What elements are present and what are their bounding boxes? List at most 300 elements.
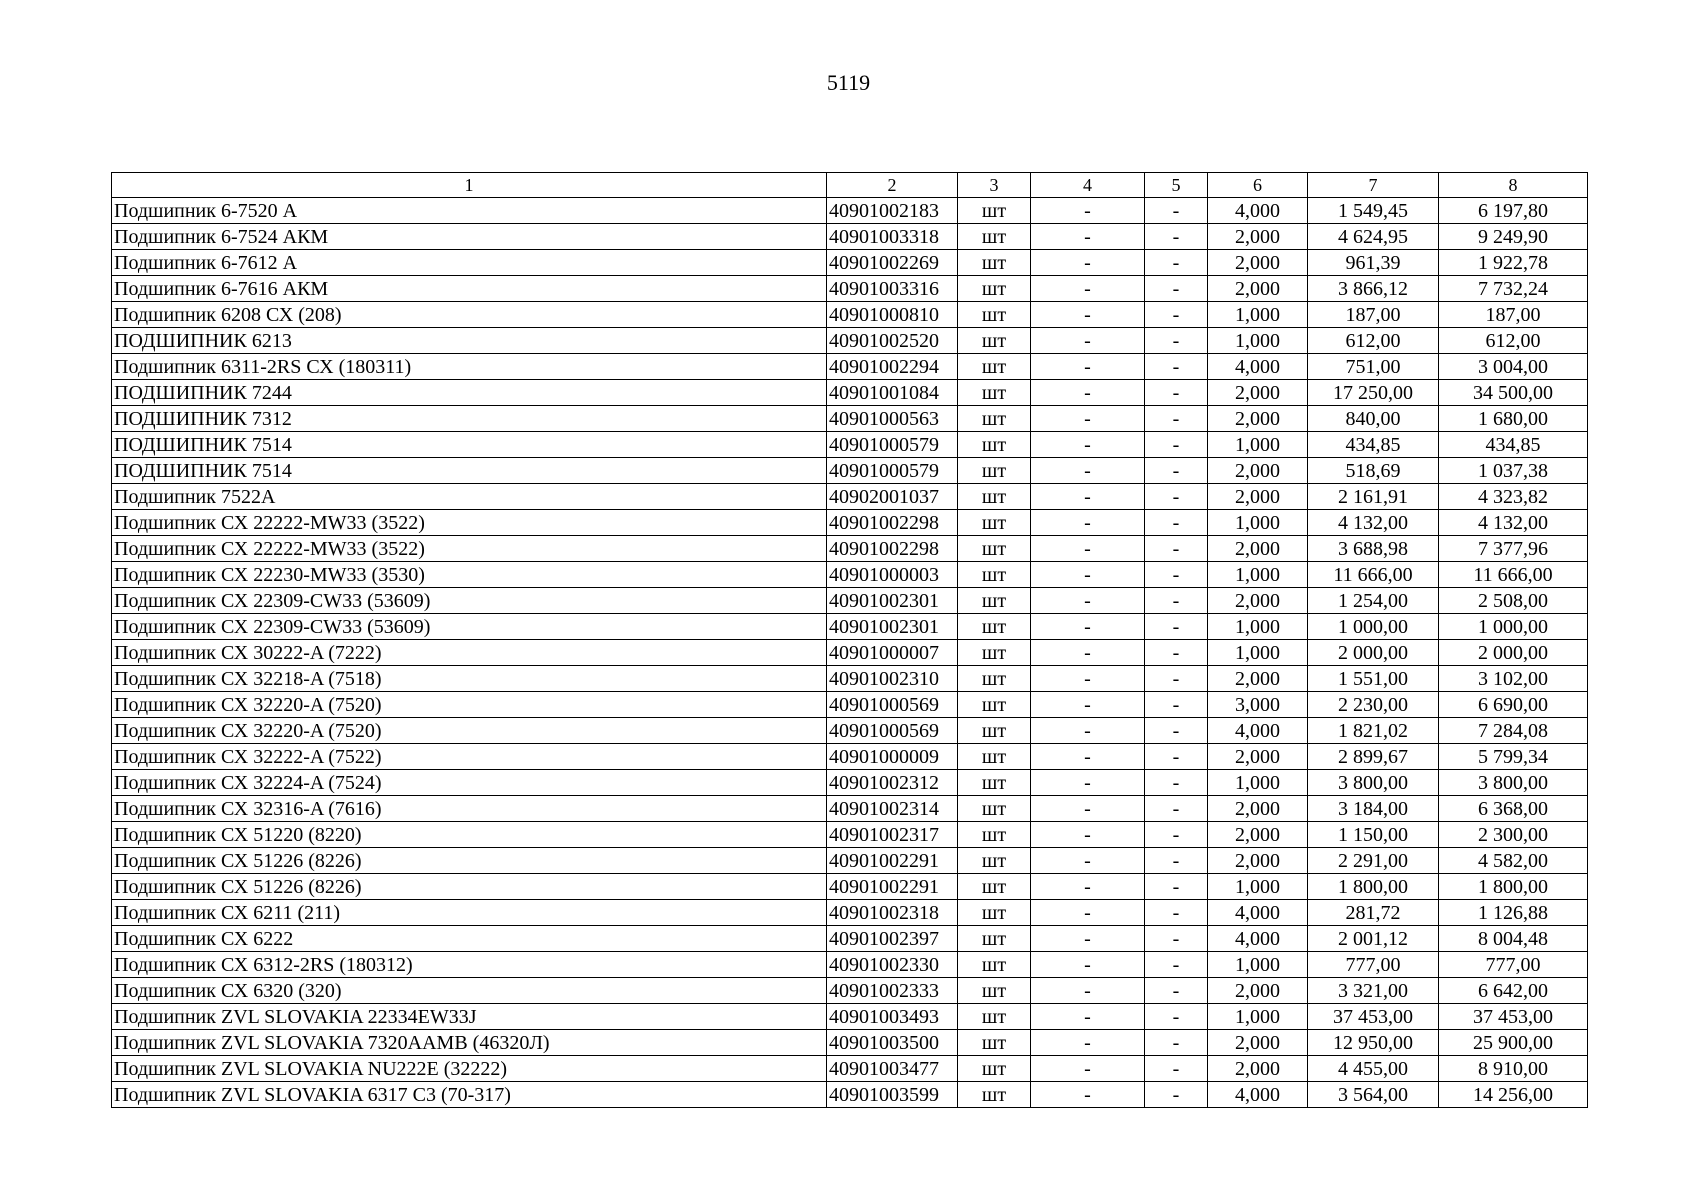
table-row — [112, 1030, 1588, 1056]
item-col4: - — [1031, 1030, 1145, 1056]
item-unit: шт — [958, 250, 1031, 276]
item-code: 40901002301 — [827, 588, 958, 614]
item-col5: - — [1145, 874, 1208, 900]
item-col4: - — [1031, 198, 1145, 224]
table-row — [112, 978, 1588, 1004]
item-unit: шт — [958, 900, 1031, 926]
item-sum: 6 690,00 — [1439, 692, 1588, 718]
item-name: Подшипник ZVL SLOVAKIA 22334EW33J — [112, 1004, 827, 1030]
item-sum: 2 508,00 — [1439, 588, 1588, 614]
item-price: 777,00 — [1308, 952, 1439, 978]
item-unit: шт — [958, 796, 1031, 822]
table-row — [112, 380, 1588, 406]
item-name: Подшипник СХ 51220 (8220) — [112, 822, 827, 848]
item-unit: шт — [958, 562, 1031, 588]
item-col4: - — [1031, 406, 1145, 432]
table-row — [112, 796, 1588, 822]
item-col4: - — [1031, 536, 1145, 562]
item-col4: - — [1031, 900, 1145, 926]
item-quantity: 4,000 — [1208, 354, 1308, 380]
item-code: 40901002310 — [827, 666, 958, 692]
item-col5: - — [1145, 1004, 1208, 1030]
item-unit: шт — [958, 432, 1031, 458]
item-sum: 1 126,88 — [1439, 900, 1588, 926]
item-col5: - — [1145, 848, 1208, 874]
item-sum: 777,00 — [1439, 952, 1588, 978]
item-price: 1 821,02 — [1308, 718, 1439, 744]
item-code: 40901000810 — [827, 302, 958, 328]
item-name: Подшипник 7522А — [112, 484, 827, 510]
item-code: 40901002298 — [827, 536, 958, 562]
item-col5: - — [1145, 770, 1208, 796]
header-col-8: 8 — [1439, 173, 1588, 198]
item-sum: 8 004,48 — [1439, 926, 1588, 952]
item-sum: 1 800,00 — [1439, 874, 1588, 900]
header-col-3: 3 — [958, 173, 1031, 198]
item-code: 40901002301 — [827, 614, 958, 640]
item-unit: шт — [958, 874, 1031, 900]
item-unit: шт — [958, 1056, 1031, 1082]
item-name: Подшипник 6-7520 А — [112, 198, 827, 224]
item-col5: - — [1145, 1030, 1208, 1056]
item-quantity: 4,000 — [1208, 900, 1308, 926]
header-col-5: 5 — [1145, 173, 1208, 198]
item-sum: 1 037,38 — [1439, 458, 1588, 484]
table-row — [112, 328, 1588, 354]
item-unit: шт — [958, 926, 1031, 952]
table-row — [112, 432, 1588, 458]
item-unit: шт — [958, 614, 1031, 640]
item-code: 40901003318 — [827, 224, 958, 250]
item-name: ПОДШИПНИК 7244 — [112, 380, 827, 406]
item-col5: - — [1145, 406, 1208, 432]
item-quantity: 1,000 — [1208, 562, 1308, 588]
item-unit: шт — [958, 484, 1031, 510]
item-name: Подшипник СХ 51226 (8226) — [112, 874, 827, 900]
item-sum: 4 582,00 — [1439, 848, 1588, 874]
item-col5: - — [1145, 328, 1208, 354]
item-quantity: 2,000 — [1208, 484, 1308, 510]
table-row — [112, 770, 1588, 796]
table-row — [112, 900, 1588, 926]
item-code: 40901000007 — [827, 640, 958, 666]
item-code: 40901002318 — [827, 900, 958, 926]
item-col4: - — [1031, 224, 1145, 250]
item-code: 40901002520 — [827, 328, 958, 354]
table-row — [112, 458, 1588, 484]
item-col5: - — [1145, 562, 1208, 588]
item-col4: - — [1031, 874, 1145, 900]
header-col-7: 7 — [1308, 173, 1439, 198]
page-number: 5119 — [826, 70, 871, 95]
item-price: 434,85 — [1308, 432, 1439, 458]
item-code: 40901003500 — [827, 1030, 958, 1056]
item-name: Подшипник 6208 СХ (208) — [112, 302, 827, 328]
item-code: 40901002294 — [827, 354, 958, 380]
item-col5: - — [1145, 614, 1208, 640]
table-row — [112, 952, 1588, 978]
item-unit: шт — [958, 588, 1031, 614]
item-price: 1 549,45 — [1308, 198, 1439, 224]
item-code: 40901000009 — [827, 744, 958, 770]
item-quantity: 2,000 — [1208, 276, 1308, 302]
item-code: 40901002317 — [827, 822, 958, 848]
item-unit: шт — [958, 718, 1031, 744]
item-sum: 4 323,82 — [1439, 484, 1588, 510]
item-name: Подшипник 6311-2RS СХ (180311) — [112, 354, 827, 380]
item-sum: 434,85 — [1439, 432, 1588, 458]
item-quantity: 1,000 — [1208, 770, 1308, 796]
header-col-4: 4 — [1031, 173, 1145, 198]
table-row — [112, 1056, 1588, 1082]
item-name: Подшипник СХ 32222-A (7522) — [112, 744, 827, 770]
item-col5: - — [1145, 458, 1208, 484]
item-sum: 3 004,00 — [1439, 354, 1588, 380]
item-col4: - — [1031, 978, 1145, 1004]
item-sum: 14 256,00 — [1439, 1082, 1588, 1108]
item-price: 612,00 — [1308, 328, 1439, 354]
item-sum: 612,00 — [1439, 328, 1588, 354]
table-row — [112, 744, 1588, 770]
item-quantity: 2,000 — [1208, 406, 1308, 432]
item-unit: шт — [958, 978, 1031, 1004]
item-price: 11 666,00 — [1308, 562, 1439, 588]
item-col4: - — [1031, 666, 1145, 692]
item-price: 1 800,00 — [1308, 874, 1439, 900]
item-name: Подшипник СХ 22309-CW33 (53609) — [112, 588, 827, 614]
item-name: ПОДШИПНИК 7514 — [112, 458, 827, 484]
item-price: 37 453,00 — [1308, 1004, 1439, 1030]
item-sum: 34 500,00 — [1439, 380, 1588, 406]
item-price: 1 000,00 — [1308, 614, 1439, 640]
item-sum: 6 642,00 — [1439, 978, 1588, 1004]
item-quantity: 4,000 — [1208, 1082, 1308, 1108]
item-unit: шт — [958, 302, 1031, 328]
item-price: 3 688,98 — [1308, 536, 1439, 562]
item-col4: - — [1031, 640, 1145, 666]
item-name: ПОДШИПНИК 6213 — [112, 328, 827, 354]
item-col5: - — [1145, 718, 1208, 744]
item-col5: - — [1145, 692, 1208, 718]
item-col5: - — [1145, 796, 1208, 822]
item-code: 40901002298 — [827, 510, 958, 536]
item-quantity: 2,000 — [1208, 978, 1308, 1004]
item-col4: - — [1031, 952, 1145, 978]
item-col5: - — [1145, 224, 1208, 250]
item-col5: - — [1145, 380, 1208, 406]
item-quantity: 1,000 — [1208, 952, 1308, 978]
item-code: 40901003316 — [827, 276, 958, 302]
item-code: 40901000569 — [827, 718, 958, 744]
item-col4: - — [1031, 926, 1145, 952]
item-name: Подшипник СХ 22222-MW33 (3522) — [112, 536, 827, 562]
table-row — [112, 874, 1588, 900]
item-sum: 37 453,00 — [1439, 1004, 1588, 1030]
item-name: Подшипник 6-7616 АКМ — [112, 276, 827, 302]
item-col5: - — [1145, 510, 1208, 536]
item-price: 2 230,00 — [1308, 692, 1439, 718]
item-quantity: 1,000 — [1208, 874, 1308, 900]
item-unit: шт — [958, 1030, 1031, 1056]
item-unit: шт — [958, 744, 1031, 770]
item-quantity: 2,000 — [1208, 744, 1308, 770]
item-quantity: 1,000 — [1208, 328, 1308, 354]
header-row — [112, 173, 1588, 198]
item-code: 40901002269 — [827, 250, 958, 276]
item-unit: шт — [958, 770, 1031, 796]
item-price: 1 150,00 — [1308, 822, 1439, 848]
item-unit: шт — [958, 380, 1031, 406]
item-quantity: 4,000 — [1208, 198, 1308, 224]
item-sum: 7 732,24 — [1439, 276, 1588, 302]
item-sum: 3 102,00 — [1439, 666, 1588, 692]
item-col4: - — [1031, 510, 1145, 536]
item-code: 40901003477 — [827, 1056, 958, 1082]
item-price: 2 291,00 — [1308, 848, 1439, 874]
item-name: Подшипник СХ 6320 (320) — [112, 978, 827, 1004]
item-price: 2 001,12 — [1308, 926, 1439, 952]
item-code: 40901000579 — [827, 458, 958, 484]
item-code: 40901000569 — [827, 692, 958, 718]
item-col4: - — [1031, 744, 1145, 770]
item-code: 40901000579 — [827, 432, 958, 458]
item-unit: шт — [958, 952, 1031, 978]
item-quantity: 2,000 — [1208, 536, 1308, 562]
table-row — [112, 276, 1588, 302]
item-name: Подшипник ZVL SLOVAKIA 6317 C3 (70-317) — [112, 1082, 827, 1108]
item-sum: 4 132,00 — [1439, 510, 1588, 536]
item-quantity: 2,000 — [1208, 250, 1308, 276]
table-row — [112, 354, 1588, 380]
item-sum: 5 799,34 — [1439, 744, 1588, 770]
item-code: 40901002291 — [827, 874, 958, 900]
item-price: 2 899,67 — [1308, 744, 1439, 770]
item-price: 187,00 — [1308, 302, 1439, 328]
item-col4: - — [1031, 458, 1145, 484]
item-unit: шт — [958, 406, 1031, 432]
item-col5: - — [1145, 198, 1208, 224]
table-row — [112, 1004, 1588, 1030]
item-name: Подшипник СХ 32220-A (7520) — [112, 692, 827, 718]
table-row — [112, 198, 1588, 224]
item-col4: - — [1031, 1004, 1145, 1030]
header-col-2: 2 — [827, 173, 958, 198]
item-name: Подшипник СХ 6222 — [112, 926, 827, 952]
item-name: Подшипник СХ 22222-MW33 (3522) — [112, 510, 827, 536]
item-col4: - — [1031, 1082, 1145, 1108]
item-quantity: 1,000 — [1208, 640, 1308, 666]
item-sum: 9 249,90 — [1439, 224, 1588, 250]
item-col4: - — [1031, 1056, 1145, 1082]
item-sum: 3 800,00 — [1439, 770, 1588, 796]
item-code: 40901002314 — [827, 796, 958, 822]
item-unit: шт — [958, 458, 1031, 484]
item-unit: шт — [958, 510, 1031, 536]
item-price: 3 866,12 — [1308, 276, 1439, 302]
item-unit: шт — [958, 692, 1031, 718]
item-col5: - — [1145, 978, 1208, 1004]
item-name: Подшипник ZVL SLOVAKIA 7320AAMB (46320Л) — [112, 1030, 827, 1056]
item-quantity: 3,000 — [1208, 692, 1308, 718]
item-name: Подшипник СХ 22309-CW33 (53609) — [112, 614, 827, 640]
item-name: ПОДШИПНИК 7312 — [112, 406, 827, 432]
item-name: Подшипник СХ 30222-A (7222) — [112, 640, 827, 666]
item-quantity: 1,000 — [1208, 302, 1308, 328]
item-sum: 1 922,78 — [1439, 250, 1588, 276]
item-col5: - — [1145, 536, 1208, 562]
item-price: 4 624,95 — [1308, 224, 1439, 250]
item-name: Подшипник СХ 51226 (8226) — [112, 848, 827, 874]
table-row — [112, 536, 1588, 562]
header-col-1: 1 — [112, 173, 827, 198]
table-row — [112, 718, 1588, 744]
item-sum: 2 300,00 — [1439, 822, 1588, 848]
table-row — [112, 562, 1588, 588]
item-price: 2 000,00 — [1308, 640, 1439, 666]
item-unit: шт — [958, 666, 1031, 692]
item-price: 12 950,00 — [1308, 1030, 1439, 1056]
item-col5: - — [1145, 432, 1208, 458]
item-quantity: 1,000 — [1208, 614, 1308, 640]
item-col4: - — [1031, 250, 1145, 276]
item-code: 40901000563 — [827, 406, 958, 432]
item-name: Подшипник СХ 22230-MW33 (3530) — [112, 562, 827, 588]
item-col5: - — [1145, 666, 1208, 692]
item-quantity: 2,000 — [1208, 588, 1308, 614]
item-col4: - — [1031, 796, 1145, 822]
item-name: Подшипник СХ 6312-2RS (180312) — [112, 952, 827, 978]
item-col5: - — [1145, 1056, 1208, 1082]
item-col5: - — [1145, 744, 1208, 770]
item-sum: 11 666,00 — [1439, 562, 1588, 588]
table-body — [112, 198, 1588, 1108]
item-col5: - — [1145, 926, 1208, 952]
item-unit: шт — [958, 640, 1031, 666]
item-quantity: 1,000 — [1208, 432, 1308, 458]
item-price: 751,00 — [1308, 354, 1439, 380]
table-row — [112, 666, 1588, 692]
items-table — [111, 172, 1588, 1108]
item-price: 1 551,00 — [1308, 666, 1439, 692]
item-name: Подшипник СХ 32316-A (7616) — [112, 796, 827, 822]
item-col4: - — [1031, 380, 1145, 406]
item-code: 40901002333 — [827, 978, 958, 1004]
item-col4: - — [1031, 822, 1145, 848]
item-name: Подшипник СХ 32218-A (7518) — [112, 666, 827, 692]
item-price: 281,72 — [1308, 900, 1439, 926]
item-sum: 8 910,00 — [1439, 1056, 1588, 1082]
item-code: 40901002183 — [827, 198, 958, 224]
item-quantity: 2,000 — [1208, 822, 1308, 848]
item-code: 40901000003 — [827, 562, 958, 588]
item-price: 17 250,00 — [1308, 380, 1439, 406]
item-col4: - — [1031, 692, 1145, 718]
item-unit: шт — [958, 328, 1031, 354]
item-col5: - — [1145, 1082, 1208, 1108]
item-col5: - — [1145, 302, 1208, 328]
item-col4: - — [1031, 614, 1145, 640]
item-price: 840,00 — [1308, 406, 1439, 432]
item-quantity: 2,000 — [1208, 380, 1308, 406]
table-row — [112, 588, 1588, 614]
table-row — [112, 926, 1588, 952]
item-quantity: 4,000 — [1208, 718, 1308, 744]
item-name: Подшипник СХ 6211 (211) — [112, 900, 827, 926]
item-unit: шт — [958, 822, 1031, 848]
item-col5: - — [1145, 900, 1208, 926]
item-col5: - — [1145, 354, 1208, 380]
item-sum: 187,00 — [1439, 302, 1588, 328]
item-col4: - — [1031, 848, 1145, 874]
item-col4: - — [1031, 432, 1145, 458]
item-quantity: 2,000 — [1208, 458, 1308, 484]
item-col4: - — [1031, 770, 1145, 796]
item-sum: 1 680,00 — [1439, 406, 1588, 432]
table-row — [112, 1082, 1588, 1108]
header-col-6: 6 — [1208, 173, 1308, 198]
item-name: Подшипник СХ 32220-A (7520) — [112, 718, 827, 744]
item-quantity: 2,000 — [1208, 796, 1308, 822]
item-col4: - — [1031, 302, 1145, 328]
item-unit: шт — [958, 1082, 1031, 1108]
table-row — [112, 640, 1588, 666]
table-row — [112, 848, 1588, 874]
item-sum: 7 377,96 — [1439, 536, 1588, 562]
item-quantity: 1,000 — [1208, 510, 1308, 536]
item-price: 1 254,00 — [1308, 588, 1439, 614]
item-price: 4 132,00 — [1308, 510, 1439, 536]
item-col4: - — [1031, 354, 1145, 380]
item-unit: шт — [958, 354, 1031, 380]
item-col4: - — [1031, 718, 1145, 744]
table-row — [112, 250, 1588, 276]
item-unit: шт — [958, 276, 1031, 302]
item-col5: - — [1145, 250, 1208, 276]
item-col5: - — [1145, 952, 1208, 978]
item-col5: - — [1145, 276, 1208, 302]
table-row — [112, 484, 1588, 510]
table-row — [112, 692, 1588, 718]
item-price: 3 800,00 — [1308, 770, 1439, 796]
item-price: 518,69 — [1308, 458, 1439, 484]
item-quantity: 1,000 — [1208, 1004, 1308, 1030]
item-code: 40902001037 — [827, 484, 958, 510]
item-code: 40901003493 — [827, 1004, 958, 1030]
item-name: Подшипник СХ 32224-A (7524) — [112, 770, 827, 796]
item-quantity: 2,000 — [1208, 1056, 1308, 1082]
item-name: Подшипник 6-7524 АКМ — [112, 224, 827, 250]
table-row — [112, 510, 1588, 536]
item-name: ПОДШИПНИК 7514 — [112, 432, 827, 458]
item-sum: 1 000,00 — [1439, 614, 1588, 640]
item-price: 4 455,00 — [1308, 1056, 1439, 1082]
item-unit: шт — [958, 1004, 1031, 1030]
item-code: 40901002397 — [827, 926, 958, 952]
item-col4: - — [1031, 328, 1145, 354]
item-col4: - — [1031, 562, 1145, 588]
table-row — [112, 406, 1588, 432]
item-sum: 7 284,08 — [1439, 718, 1588, 744]
item-sum: 6 197,80 — [1439, 198, 1588, 224]
item-price: 3 184,00 — [1308, 796, 1439, 822]
item-code: 40901002291 — [827, 848, 958, 874]
table-row — [112, 822, 1588, 848]
item-sum: 2 000,00 — [1439, 640, 1588, 666]
item-price: 961,39 — [1308, 250, 1439, 276]
item-quantity: 2,000 — [1208, 666, 1308, 692]
item-price: 3 321,00 — [1308, 978, 1439, 1004]
item-col4: - — [1031, 276, 1145, 302]
